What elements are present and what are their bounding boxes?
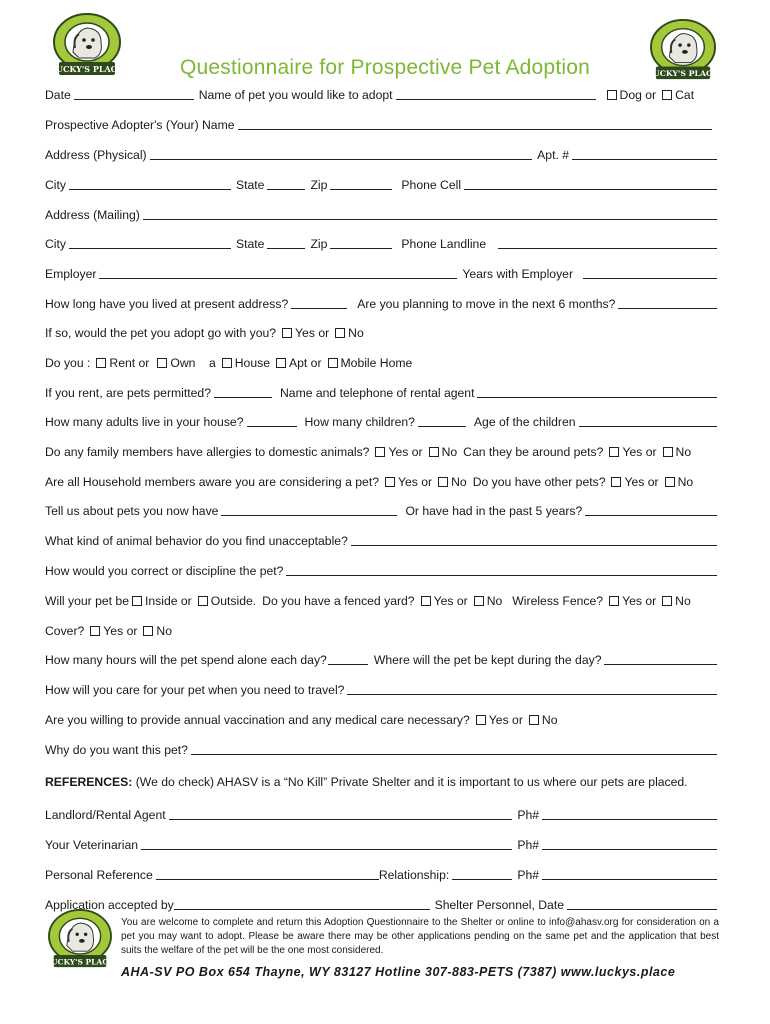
landlord-field[interactable] [169, 807, 513, 820]
form-row-pet-location [45, 590, 717, 608]
outside-label: Outside. [210, 594, 257, 608]
state-field[interactable] [267, 236, 305, 249]
form-row-household [45, 411, 717, 429]
ref-row-personal [45, 864, 717, 882]
no-label: No [348, 326, 364, 340]
svg-text:LUCKY'S PLACE: LUCKY'S PLACE [648, 69, 718, 79]
references-statement [45, 775, 688, 789]
no-label: No [156, 624, 172, 638]
behavior-field[interactable] [351, 533, 717, 546]
age-children-field[interactable] [579, 414, 717, 427]
apt-or-label: Apt or [288, 356, 322, 370]
phone-landline-label: Phone Landline [401, 237, 487, 251]
city-field[interactable] [69, 236, 231, 249]
yes-label: Yes or [622, 445, 657, 459]
vaccination-no-checkbox[interactable] [529, 715, 539, 725]
city-label: City [45, 237, 66, 251]
wireless-no-checkbox[interactable] [662, 596, 672, 606]
why-label: Why do you want this pet? [45, 743, 188, 757]
aware-yes-checkbox[interactable] [385, 477, 395, 487]
rent-permitted-label: If you rent, are pets permitted? [45, 386, 211, 400]
age-children-label: Age of the children [473, 415, 576, 429]
ph-label: Ph# [517, 838, 539, 852]
form-row-city-cell [45, 174, 717, 192]
no-checkbox[interactable] [335, 328, 345, 338]
vet-field[interactable] [141, 837, 512, 850]
pets-now-label: Tell us about pets you now have [45, 504, 219, 518]
how-long-field[interactable] [291, 296, 347, 309]
form-row-correct [45, 560, 717, 578]
adults-field[interactable] [247, 414, 297, 427]
form-row-why [45, 739, 717, 757]
date-field[interactable] [74, 87, 194, 100]
form-row-hours-alone [45, 649, 717, 667]
yes-label: Yes or [433, 594, 468, 608]
kept-day-label: Where will the pet be kept during the day? [373, 653, 602, 667]
address-physical-field[interactable] [150, 147, 533, 160]
no-label: No [541, 713, 558, 727]
form-row-address-mailing [45, 204, 717, 222]
cat-label: Cat [675, 88, 695, 102]
dog-label: Dog or [619, 88, 657, 102]
cover-yes-checkbox[interactable] [90, 626, 100, 636]
yes-label: Yes or [488, 713, 523, 727]
city-label: City [45, 178, 66, 192]
address-physical-label: Address (Physical) [45, 148, 147, 162]
references-text: (We do check) AHASV is a “No Kill” Private Shelter and it is important to us where our pets are placed. [135, 775, 688, 789]
move-plan-field[interactable] [618, 296, 717, 309]
form-row-behavior [45, 530, 717, 548]
personal-phone-field[interactable] [542, 867, 717, 880]
form-row-adopter-name [45, 114, 717, 132]
address-mailing-field[interactable] [143, 207, 717, 220]
other-pets-yes-checkbox[interactable] [611, 477, 621, 487]
house-label: House [234, 356, 270, 370]
correct-field[interactable] [286, 563, 717, 576]
yes-checkbox[interactable] [282, 328, 292, 338]
page-title: Questionnaire for Prospective Pet Adoption [180, 56, 590, 80]
cover-label: Cover? [45, 624, 85, 638]
rent-label: Rent or [109, 356, 150, 370]
ph-label: Ph# [517, 868, 539, 882]
apt-field[interactable] [572, 147, 717, 160]
vaccination-yes-checkbox[interactable] [476, 715, 486, 725]
yes-label: Yes or [103, 624, 138, 638]
wireless-yes-checkbox[interactable] [609, 596, 619, 606]
will-pet-be-label: Will your pet be [45, 594, 129, 608]
yes-label: Yes or [295, 326, 330, 340]
form-row-cover [45, 620, 717, 638]
address-mailing-label: Address (Mailing) [45, 208, 140, 222]
employer-field[interactable] [99, 266, 457, 279]
svg-text:LUCKY'S PLACE: LUCKY'S PLACE [51, 64, 123, 74]
form-row-employer [45, 263, 717, 281]
own-label: Own a [170, 356, 216, 370]
fenced-label: Do you have a fenced yard? [262, 594, 415, 608]
fenced-no-checkbox[interactable] [474, 596, 484, 606]
do-you-label: Do you : [45, 356, 91, 370]
past-5-field[interactable] [585, 503, 717, 516]
form-row-aware [45, 471, 717, 489]
state-field[interactable] [267, 177, 305, 190]
no-label: No [675, 445, 692, 459]
ref-row-landlord [45, 804, 717, 822]
adults-label: How many adults live in your house? [45, 415, 244, 429]
no-label: No [451, 475, 467, 489]
yes-label: Yes or [388, 445, 423, 459]
years-employer-label: Years with Employer [462, 267, 573, 281]
travel-label: How will you care for your pet when you need to travel? [45, 683, 345, 697]
yes-label: Yes or [622, 594, 657, 608]
form-row-date [45, 84, 717, 102]
no-label: No [675, 594, 691, 608]
around-pets-yes-checkbox[interactable] [609, 447, 619, 457]
accepted-field[interactable] [174, 897, 430, 910]
allergies-label: Do any family members have allergies to domestic animals? [45, 445, 370, 459]
around-pets-no-checkbox[interactable] [663, 447, 673, 457]
zip-field[interactable] [330, 177, 392, 190]
how-long-label: How long have you lived at present address? [45, 297, 289, 311]
rental-agent-label: Name and telephone of rental agent [279, 386, 475, 400]
vet-phone-field[interactable] [542, 837, 717, 850]
phone-cell-label: Phone Cell [401, 178, 462, 192]
form-row-vaccination [45, 709, 717, 727]
why-field[interactable] [191, 742, 717, 755]
luckys-place-logo [46, 908, 114, 970]
inside-checkbox[interactable] [132, 596, 142, 606]
pets-now-field[interactable] [221, 503, 397, 516]
own-checkbox[interactable] [157, 358, 167, 368]
date-label: Date [45, 88, 71, 102]
form-row-city-landline [45, 233, 717, 251]
vaccination-label: Are you willing to provide annual vaccination and any medical care necessary? [45, 713, 470, 727]
submission-note: You are welcome to complete and return this Adoption Questionnaire to the Shelter or online to info@ahasv.org for consideration on a pet you may want to adopt. Please be aware there may be other applications pending on the same pet and the application that best suits the welfare of the pet will be the one most considered. [121, 917, 719, 956]
around-pets-label: Can they be around pets? [463, 445, 604, 459]
other-pets-label: Do you have other pets? [472, 475, 606, 489]
aware-label: Are all Household members aware you are considering a pet? [45, 475, 379, 489]
form-row-rental [45, 382, 717, 400]
adopter-name-field[interactable] [238, 117, 712, 130]
pet-name-field[interactable] [396, 87, 596, 100]
form-row-pets-now [45, 500, 717, 518]
cover-no-checkbox[interactable] [143, 626, 153, 636]
form-row-if-so [45, 322, 717, 340]
ref-row-vet [45, 834, 717, 852]
phone-landline-field[interactable] [498, 236, 717, 249]
hours-alone-field[interactable] [328, 652, 368, 665]
outside-checkbox[interactable] [198, 596, 208, 606]
no-label: No [486, 594, 503, 608]
allergies-yes-checkbox[interactable] [375, 447, 385, 457]
apt-label: Apt. # [537, 148, 569, 162]
vet-label: Your Veterinarian [45, 838, 139, 852]
children-field[interactable] [418, 414, 466, 427]
landlord-phone-field[interactable] [542, 807, 717, 820]
years-employer-field[interactable] [583, 266, 717, 279]
other-pets-no-checkbox[interactable] [665, 477, 675, 487]
zip-field[interactable] [330, 236, 392, 249]
ref-row-accepted [45, 894, 717, 912]
house-checkbox[interactable] [222, 358, 232, 368]
mobile-home-label: Mobile Home [340, 356, 413, 370]
zip-label: Zip [310, 237, 328, 251]
form-row-allergies [45, 441, 717, 459]
accepted-label: Application accepted by [45, 898, 174, 912]
ph-label: Ph# [517, 808, 539, 822]
personnel-label: Shelter Personnel, Date [434, 898, 564, 912]
relationship-field[interactable] [452, 867, 512, 880]
hours-alone-label: How many hours will the pet spend alone each day? [45, 653, 327, 667]
travel-field[interactable] [347, 682, 717, 695]
no-label: No [677, 475, 694, 489]
personal-label: Personal Reference [45, 868, 153, 882]
state-label: State [236, 178, 265, 192]
yes-label: Yes or [397, 475, 433, 489]
form-row-housing [45, 352, 717, 370]
children-label: How many children? [304, 415, 415, 429]
apt-checkbox[interactable] [276, 358, 286, 368]
zip-label: Zip [310, 178, 328, 192]
state-label: State [236, 237, 265, 251]
wireless-label: Wireless Fence? [512, 594, 604, 608]
fenced-yes-checkbox[interactable] [421, 596, 431, 606]
svg-text:LUCKY'S PLACE: LUCKY'S PLACE [46, 957, 114, 967]
phone-cell-field[interactable] [464, 177, 717, 190]
allergies-no-checkbox[interactable] [429, 447, 439, 457]
adopter-name-label: Prospective Adopter's (Your) Name [45, 118, 235, 132]
inside-label: Inside or [145, 594, 192, 608]
mobile-home-checkbox[interactable] [328, 358, 338, 368]
footer-contact: AHA-SV PO Box 654 Thayne, WY 83127 Hotline 307-883-PETS (7387) www.luckys.place [121, 965, 676, 979]
dog-checkbox[interactable] [607, 90, 617, 100]
behavior-label: What kind of animal behavior do you find unacceptable? [45, 534, 348, 548]
cat-checkbox[interactable] [662, 90, 672, 100]
references-heading: REFERENCES: [45, 775, 133, 789]
correct-label: How would you correct or discipline the pet? [45, 564, 284, 578]
rent-permitted-field[interactable] [214, 385, 272, 398]
city-field[interactable] [69, 177, 231, 190]
pet-name-label: Name of pet you would like to adopt [198, 88, 393, 102]
rent-checkbox[interactable] [96, 358, 106, 368]
no-label: No [441, 445, 458, 459]
personnel-date-field[interactable] [567, 897, 717, 910]
yes-label: Yes or [624, 475, 659, 489]
past-5-label: Or have had in the past 5 years? [405, 504, 583, 518]
if-so-label: If so, would the pet you adopt go with you? [45, 326, 277, 340]
form-row-travel [45, 679, 717, 697]
rental-agent-field[interactable] [477, 385, 717, 398]
personal-field[interactable] [156, 867, 379, 880]
aware-no-checkbox[interactable] [438, 477, 448, 487]
move-plan-label: Are you planning to move in the next 6 months? [357, 297, 616, 311]
relationship-label: Relationship: [378, 868, 450, 882]
form-row-residence [45, 293, 717, 311]
employer-label: Employer [45, 267, 97, 281]
landlord-label: Landlord/Rental Agent [45, 808, 166, 822]
kept-day-field[interactable] [604, 652, 717, 665]
form-row-address-physical [45, 144, 717, 162]
